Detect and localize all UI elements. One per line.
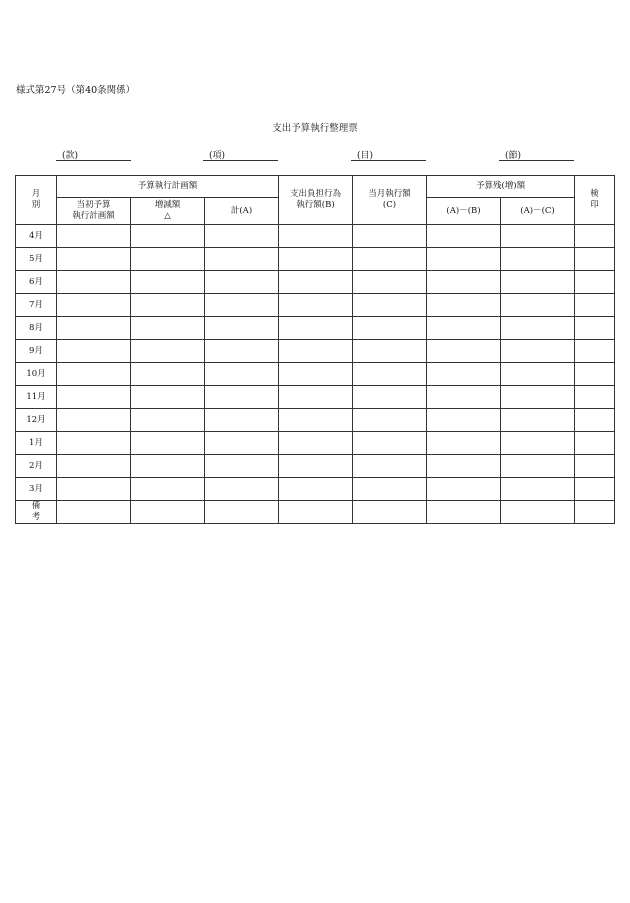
entry-cell[interactable] (131, 248, 205, 271)
month-label: 8月 (16, 317, 57, 340)
remarks-cell[interactable] (353, 501, 427, 524)
entry-cell[interactable] (205, 317, 279, 340)
header-balance-ac: (A)－(C) (501, 198, 575, 225)
header-inspect (575, 176, 615, 225)
entry-cell[interactable] (205, 363, 279, 386)
header-inspect-line2: 印 (590, 200, 599, 210)
entry-cell[interactable] (279, 294, 353, 317)
remarks-cell[interactable] (279, 501, 353, 524)
table-row (16, 340, 615, 363)
entry-cell[interactable] (205, 409, 279, 432)
entry-cell[interactable] (131, 386, 205, 409)
header-plan-initial-line2: 執行計画額 (72, 211, 115, 221)
entry-cell[interactable] (279, 248, 353, 271)
field-kan-label: (款) (62, 151, 79, 161)
month-label: 7月 (16, 294, 57, 317)
header-month (16, 176, 57, 225)
header-current-line1: 当月執行額 (368, 189, 411, 199)
table-row (16, 225, 615, 248)
entry-cell[interactable] (57, 432, 131, 455)
header-current (353, 176, 427, 225)
header-month-line2: 別 (31, 200, 41, 210)
entry-cell[interactable] (427, 248, 501, 271)
entry-cell[interactable] (279, 363, 353, 386)
entry-cell[interactable] (501, 271, 575, 294)
entry-cell[interactable] (501, 317, 575, 340)
entry-cell[interactable] (427, 294, 501, 317)
entry-cell[interactable] (57, 248, 131, 271)
entry-cell[interactable] (501, 432, 575, 455)
month-label: 3月 (16, 478, 57, 501)
entry-cell[interactable] (575, 432, 615, 455)
month-label: 9月 (16, 340, 57, 363)
entry-cell[interactable] (279, 386, 353, 409)
entry-cell[interactable] (57, 363, 131, 386)
entry-cell[interactable] (575, 294, 615, 317)
entry-cell[interactable] (279, 225, 353, 248)
entry-cell[interactable] (279, 340, 353, 363)
table-row (16, 363, 615, 386)
entry-cell[interactable] (57, 340, 131, 363)
entry-cell[interactable] (131, 317, 205, 340)
entry-cell[interactable] (131, 478, 205, 501)
entry-cell[interactable] (501, 294, 575, 317)
remarks-cell[interactable] (427, 501, 501, 524)
entry-cell[interactable] (575, 340, 615, 363)
entry-cell[interactable] (131, 363, 205, 386)
entry-cell[interactable] (353, 317, 427, 340)
header-plan-change-line1: 増減額 (154, 200, 181, 210)
entry-cell[interactable] (131, 340, 205, 363)
entry-cell[interactable] (131, 271, 205, 294)
entry-cell[interactable] (353, 478, 427, 501)
entry-cell[interactable] (131, 432, 205, 455)
entry-cell[interactable] (427, 363, 501, 386)
entry-cell[interactable] (131, 455, 205, 478)
entry-cell[interactable] (575, 386, 615, 409)
entry-cell[interactable] (57, 409, 131, 432)
month-label: 5月 (16, 248, 57, 271)
entry-cell[interactable] (501, 478, 575, 501)
month-label: 1月 (16, 432, 57, 455)
header-commitment-line1: 支出負担行為 (289, 189, 341, 199)
entry-cell[interactable] (353, 294, 427, 317)
field-moku-label: (目) (357, 151, 374, 161)
entry-cell[interactable] (279, 317, 353, 340)
header-current-line2: (C) (382, 200, 397, 210)
entry-cell[interactable] (575, 317, 615, 340)
field-moku[interactable] (351, 148, 426, 161)
table-row (16, 432, 615, 455)
entry-cell[interactable] (575, 271, 615, 294)
entry-cell[interactable] (427, 317, 501, 340)
entry-cell[interactable] (501, 386, 575, 409)
entry-cell[interactable] (131, 409, 205, 432)
header-inspect-line1: 検 (590, 189, 599, 199)
header-commitment-line2: 執行額(B) (296, 200, 335, 210)
entry-cell[interactable] (57, 317, 131, 340)
field-kou[interactable] (203, 148, 278, 161)
header-plan-group: 予算執行計画額 (57, 176, 279, 198)
entry-cell[interactable] (575, 225, 615, 248)
table-row (16, 271, 615, 294)
header-balance-group: 予算残(増)額 (427, 176, 575, 198)
entry-cell[interactable] (205, 271, 279, 294)
entry-cell[interactable] (353, 248, 427, 271)
month-label: 4月 (16, 225, 57, 248)
entry-cell[interactable] (205, 455, 279, 478)
entry-cell[interactable] (501, 363, 575, 386)
entry-cell[interactable] (427, 225, 501, 248)
entry-cell[interactable] (427, 340, 501, 363)
remarks-label-line: 考 (31, 512, 41, 522)
header-plan-initial-line1: 当初予算 (76, 200, 111, 210)
entry-cell[interactable] (353, 432, 427, 455)
entry-cell[interactable] (501, 455, 575, 478)
entry-cell[interactable] (131, 225, 205, 248)
entry-cell[interactable] (353, 340, 427, 363)
entry-cell[interactable] (353, 225, 427, 248)
entry-cell[interactable] (205, 294, 279, 317)
table-row (16, 294, 615, 317)
header-plan-total: 計(A) (205, 198, 279, 225)
entry-cell[interactable] (353, 271, 427, 294)
month-label: 12月 (16, 409, 57, 432)
header-commitment (279, 176, 353, 225)
field-setsu-label: (節) (505, 151, 522, 161)
entry-cell[interactable] (427, 409, 501, 432)
entry-cell[interactable] (427, 386, 501, 409)
page-title: 支出予算執行整理票 (272, 123, 358, 134)
remarks-row (16, 501, 615, 524)
header-plan-initial (57, 198, 131, 225)
entry-cell[interactable] (501, 340, 575, 363)
entry-cell[interactable] (353, 455, 427, 478)
table-row (16, 248, 615, 271)
entry-cell[interactable] (501, 409, 575, 432)
entry-cell[interactable] (501, 248, 575, 271)
budget-ledger-table (15, 175, 615, 524)
entry-cell[interactable] (57, 271, 131, 294)
header-month-line1: 月 (31, 189, 41, 199)
entry-cell[interactable] (57, 455, 131, 478)
remarks-cell[interactable] (501, 501, 575, 524)
entry-cell[interactable] (279, 455, 353, 478)
entry-cell[interactable] (279, 409, 353, 432)
field-kan[interactable] (56, 148, 131, 161)
field-kou-label: (項) (209, 151, 226, 161)
entry-cell[interactable] (427, 432, 501, 455)
entry-cell[interactable] (57, 386, 131, 409)
entry-cell[interactable] (575, 455, 615, 478)
header-balance-ab: (A)－(B) (427, 198, 501, 225)
entry-cell[interactable] (57, 478, 131, 501)
entry-cell[interactable] (427, 478, 501, 501)
table-row (16, 386, 615, 409)
entry-cell[interactable] (427, 271, 501, 294)
entry-cell[interactable] (205, 248, 279, 271)
entry-cell[interactable] (427, 455, 501, 478)
remarks-cell[interactable] (575, 501, 615, 524)
entry-cell[interactable] (205, 386, 279, 409)
month-label: 6月 (16, 271, 57, 294)
remarks-cell[interactable] (205, 501, 279, 524)
table-row (16, 409, 615, 432)
field-setsu[interactable] (499, 148, 574, 161)
entry-cell[interactable] (353, 386, 427, 409)
entry-cell[interactable] (131, 294, 205, 317)
entry-cell[interactable] (575, 409, 615, 432)
entry-cell[interactable] (205, 432, 279, 455)
entry-cell[interactable] (353, 363, 427, 386)
entry-cell[interactable] (57, 225, 131, 248)
entry-cell[interactable] (205, 478, 279, 501)
entry-cell[interactable] (279, 432, 353, 455)
remarks-cell[interactable] (131, 501, 205, 524)
entry-cell[interactable] (205, 340, 279, 363)
month-label: 10月 (16, 363, 57, 386)
form-number: 様式第27号（第40条関係） (16, 85, 136, 96)
entry-cell[interactable] (279, 271, 353, 294)
entry-cell[interactable] (575, 363, 615, 386)
header-plan-change-line2: △ (164, 211, 171, 221)
entry-cell[interactable] (575, 478, 615, 501)
table-row (16, 317, 615, 340)
entry-cell[interactable] (501, 225, 575, 248)
remarks-label-line: 備 (31, 501, 41, 511)
table-row (16, 478, 615, 501)
table-row (16, 455, 615, 478)
entry-cell[interactable] (57, 294, 131, 317)
entry-cell[interactable] (353, 409, 427, 432)
entry-cell[interactable] (205, 225, 279, 248)
entry-cell[interactable] (279, 478, 353, 501)
remarks-label (16, 501, 57, 524)
entry-cell[interactable] (575, 248, 615, 271)
header-plan-change (131, 198, 205, 225)
remarks-cell[interactable] (57, 501, 131, 524)
month-label: 2月 (16, 455, 57, 478)
month-label: 11月 (16, 386, 57, 409)
ledger-body (16, 225, 615, 524)
